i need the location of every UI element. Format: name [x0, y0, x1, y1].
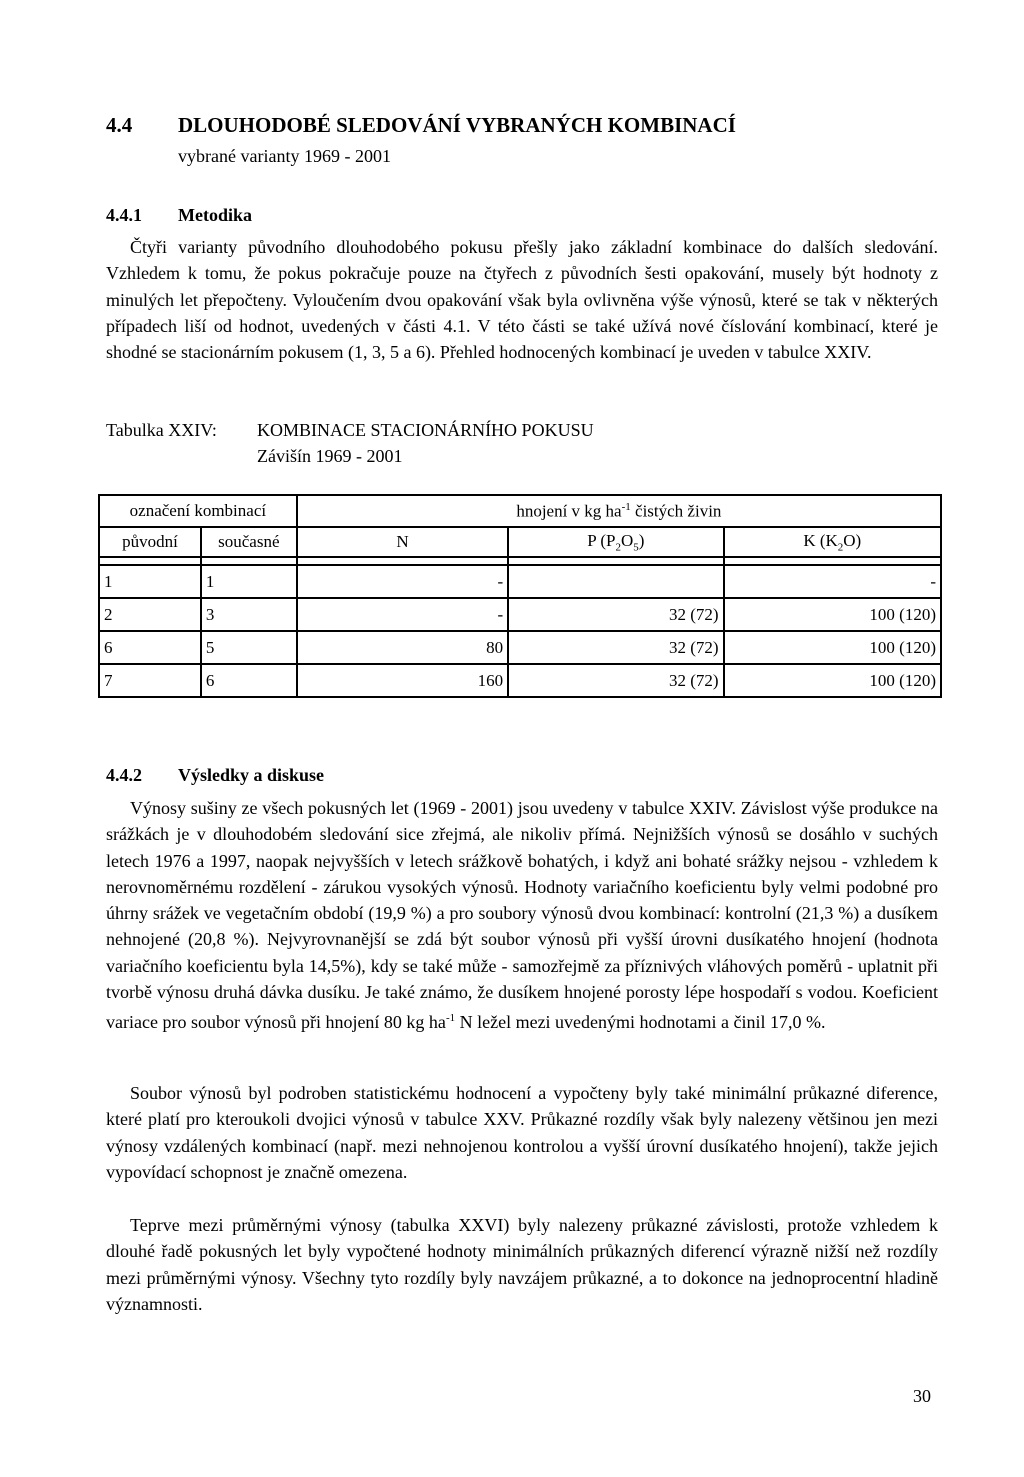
- cell-current: 1: [201, 565, 297, 598]
- metodika-title: Metodika: [178, 205, 252, 225]
- table-header-row-1: [99, 495, 941, 527]
- cell-p: [508, 565, 723, 598]
- results-number: 4.4.2: [106, 765, 142, 785]
- cell-n: 160: [297, 664, 508, 697]
- metodika-number: 4.4.1: [106, 205, 142, 225]
- table-header-row-2: [99, 527, 941, 557]
- header-original: původní: [99, 527, 201, 557]
- cell-original: 2: [99, 598, 201, 631]
- section-number: 4.4: [106, 113, 133, 137]
- cell-k: -: [724, 565, 941, 598]
- results-paragraph-1: Výnosy sušiny ze všech pokusných let (1969 - 2001) jsou uvedeny v tabulce XXIV. Závislost výše produkce na srážkách je v dlouhodobém sledování sice zřejmá, ale nikoliv přímá. Nejnižších výnosů se dosáhlo v suchých letech 1976 a 1997, naopak nejvyšších v letech srážkově bohatých, i když ani bohaté srážky nejsou - vzhledem k nerovnoměrnému rozdělení - zárukou vysokých výnosů. Hodnoty variačního koeficientu byly velmi podobné pro úhrny srážek ve vegetačním období (19,9 %) a pro soubory výnosů dvou kombinací: kontrolní (21,3 %) a dusíkem nehnojené (20,8 %). Nejvyrovnanější se zdá být soubor výnosů při vyšší úrovni dusíkatého hnojení (hodnota variačního koeficientu byla 14,5%), kdy se také může - samozřejmě za příznivých vláhových poměrů - uplatnit při tvorbě výnosu druhá dávka dusíku. Je také známo, že dusíkem hnojené porosty lépe hospodaří s vodou. Koeficient variace pro soubor výnosů při hnojení 80 kg $ha^{-1}$ N ležel mezi uvedenými hodnotami a činil 17,0 %.: [106, 798, 938, 1033]
- table-spacer: [99, 557, 941, 565]
- table-title: KOMBINACE STACIONÁRNÍHO POKUSU: [257, 420, 594, 440]
- header-p: P $(P_2O_5)$: [508, 527, 723, 557]
- cell-current: 5: [201, 631, 297, 664]
- results-paragraph-3: Teprve mezi průměrnými výnosy (tabulka XXVI) byly nalezeny průkazné závislosti, protože vzhledem k dlouhé řadě pokusných let byly vypočtené hodnoty minimálních průkazných diferencí výrazně nižší než rozdíly mezi průměrnými výnosy. Všechny tyto rozdíly byly navzájem průkazné, a to dokonce na jednoprocentní hladině významnosti.: [106, 1215, 938, 1314]
- metodika-paragraph: Čtyři varianty původního dlouhodobého pokusu přešly jako základní kombinace do dalších sledování. Vzhledem k tomu, že pokus pokračuje pouze na čtyřech z původních šesti opakování, musely být hodnoty z minulých let přepočteny. Vyloučením dvou opakování však byla ovlivněna výše výnosů, které se tak v některých případech liší od hodnot, uvedených v části 4.1. V této části se také užívá nové číslování kombinací, které je shodné se stacionárním pokusem (1, 3, 5 a 6). Přehled hodnocených kombinací je uveden v tabulce XXIV.: [106, 237, 938, 363]
- cell-current: 3: [201, 598, 297, 631]
- section-title: DLOUHODOBÉ SLEDOVÁNÍ VYBRANÝCH KOMBINACÍ: [178, 113, 736, 137]
- cell-k: 100 (120): [724, 631, 941, 664]
- cell-p: 32 (72): [508, 664, 723, 697]
- results-title: Výsledky a diskuse: [178, 765, 325, 785]
- cell-original: 7: [99, 664, 201, 697]
- header-k: K $(K_2O)$: [724, 527, 941, 557]
- cell-k: 100 (120): [724, 664, 941, 697]
- table-row: [99, 565, 941, 598]
- cell-n: -: [297, 565, 508, 598]
- cell-original: 1: [99, 565, 201, 598]
- page-number: 30: [913, 1386, 931, 1406]
- header-combination-labels: označení kombinací: [99, 495, 297, 527]
- cell-k: 100 (120): [724, 598, 941, 631]
- cell-current: 6: [201, 664, 297, 697]
- header-current: současné: [201, 527, 297, 557]
- header-n: N: [297, 527, 508, 557]
- results-paragraph-2: Soubor výnosů byl podroben statistickému hodnocení a vypočteny byly také minimální průkazné diference, které platí pro kteroukoli dvojici výnosů v tabulce XXV. Průkazné rozdíly však byly nalezeny většinou jen mezi výnosy vzdálených kombinací (např. mezi nehnojenou kontrolou a vyšší úrovní dusíkatého hnojení), takže jejich vypovídací schopnost je značně omezena.: [106, 1083, 938, 1182]
- cell-n: 80: [297, 631, 508, 664]
- cell-p: 32 (72): [508, 631, 723, 664]
- table-row: [99, 598, 941, 631]
- section-subtitle: vybrané varianty 1969 - 2001: [178, 146, 391, 166]
- cell-p: 32 (72): [508, 598, 723, 631]
- table-label: Tabulka XXIV:: [106, 420, 217, 440]
- table-subtitle: Závišín 1969 - 2001: [257, 446, 403, 466]
- header-fertilization: hnojení v kg $ha^{-1}$ čistých živin: [297, 495, 941, 527]
- table-row: [99, 631, 941, 664]
- table-row: [99, 664, 941, 697]
- combinations-table: [98, 494, 942, 698]
- cell-original: 6: [99, 631, 201, 664]
- cell-n: -: [297, 598, 508, 631]
